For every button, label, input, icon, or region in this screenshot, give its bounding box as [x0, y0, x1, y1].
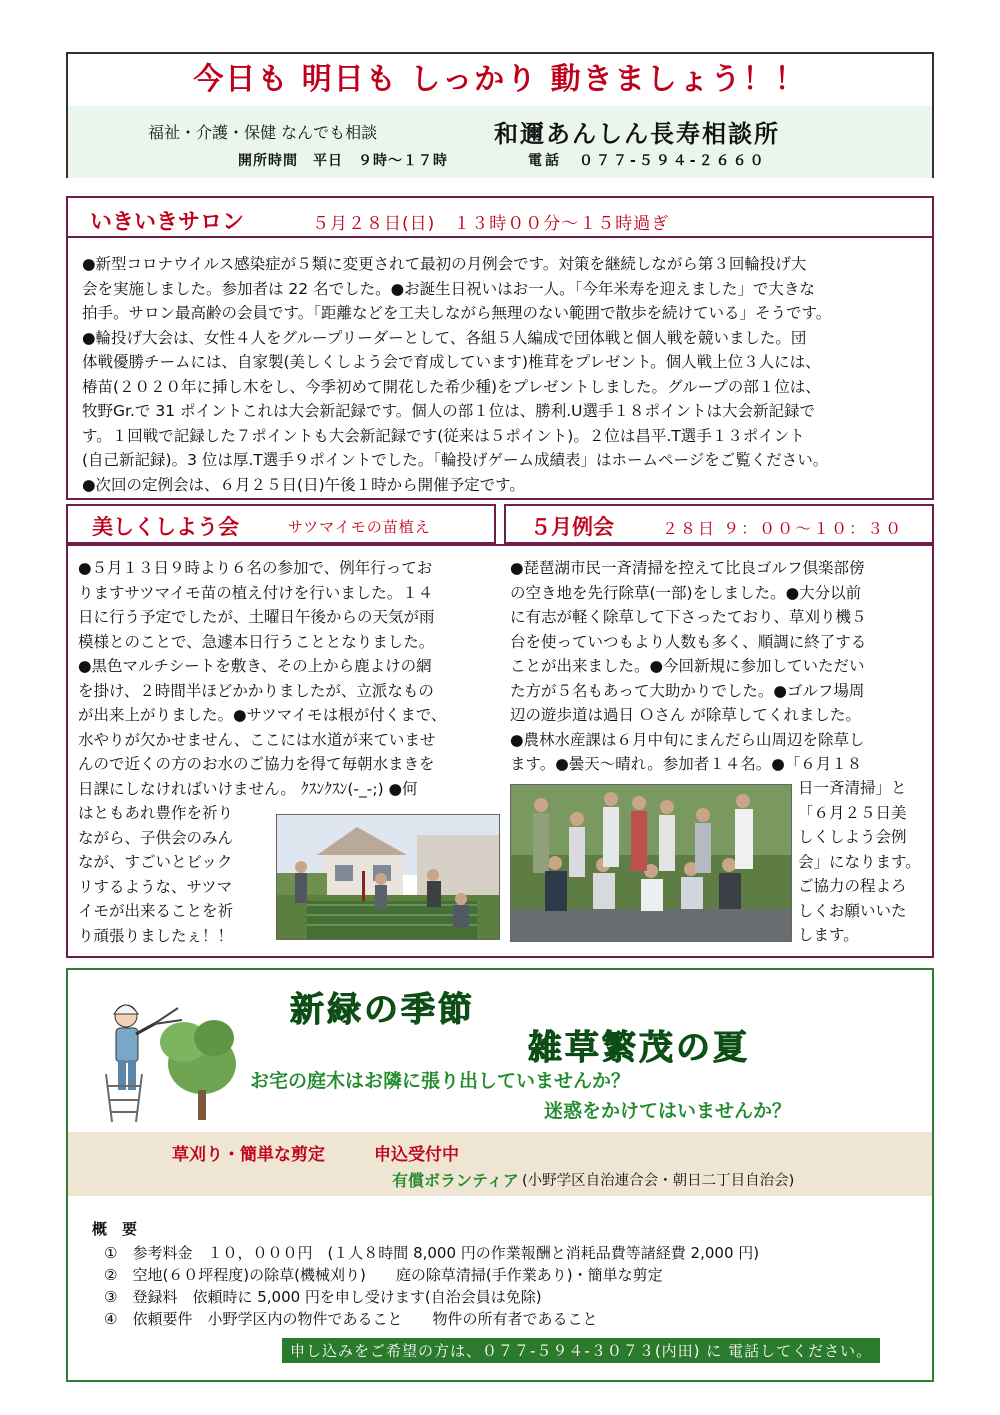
monthly-text-line: ●琵琶湖市民一斉清掃を控えて比良ゴルフ倶楽部傍	[510, 559, 865, 577]
beautify-heading: 美しくしよう会	[92, 515, 239, 539]
ad-volunteer: 有償ボランティア	[392, 1171, 519, 1190]
header-info	[68, 106, 932, 178]
monthly-text-line: 辺の遊歩道は過日 Ｏさん が除草してくれました。	[510, 706, 861, 724]
group-photo	[510, 784, 792, 942]
summary-item: ④ 依頼要件 小野学区内の物件であること 物件の所有者であること	[104, 1310, 598, 1328]
summary-list	[104, 1242, 924, 1330]
salon-text-line: 体戦優勝チームには、自家製(美しくしよう会で育成しています)椎茸をプレゼント。個人戦上位３人には、	[82, 353, 821, 371]
salon-text-line: (自己新記録)。3 位は厚.T選手９ポイントでした。「輪投げゲーム成績表」はホームページをご覧ください。	[82, 451, 829, 469]
monthly-heading: ５月例会	[530, 515, 614, 539]
monthly-wrap-line: します。	[798, 926, 859, 944]
monthly-text	[510, 556, 930, 777]
beautify-heading-box	[66, 504, 496, 544]
beautify-wrap-line: リするような、サツマ	[78, 877, 233, 896]
salon-text-line: す。１回戦で記録した７ポイントも大会新記録です(従来は５ポイント)。２位は昌平.T選手１３ポイント	[82, 426, 805, 445]
salon-text-line: ●輪投げ大会は、女性４人をグループリーダーとして、各組５人編成で団体戦と個人戦を競いました。団	[82, 328, 807, 347]
summary-heading: 概 要	[92, 1220, 138, 1238]
salon-heading: いきいきサロン	[90, 210, 245, 235]
monthly-text-line: に有志が軽く除草して下さったており、草刈り機５	[510, 608, 867, 626]
beautify-text-line: が出来上がりました。●サツマイモは根が付くまで、	[78, 706, 447, 724]
beautify-wrap-text	[78, 801, 268, 948]
beautify-text-line: ●５月１３日９時より６名の参加で、例年行ってお	[78, 559, 433, 577]
salon-date: ５月２８日(日) １３時００分～１５時過ぎ	[312, 214, 670, 234]
beautify-text-line: んので近くの方のお水のご協力を得て毎朝水まきを	[78, 755, 435, 773]
group-photo-image	[511, 785, 792, 942]
beautify-text	[78, 556, 498, 801]
monthly-text-line: ●農林水産課は６月中旬にまんだら山周辺を除草し	[510, 730, 865, 749]
monthly-wrap-line: しくしよう会例	[798, 828, 907, 846]
monthly-date: ２８日 ９：００～１０：３０	[662, 519, 904, 538]
monthly-wrap-line: しくお願いいた	[798, 901, 907, 920]
apply-note: 申し込みをご希望の方は、０７７-５９４-３０７３(内田) に 電話してください。	[282, 1338, 880, 1363]
planting-photo	[276, 814, 500, 940]
monthly-heading-box	[504, 504, 934, 544]
org-name: 和邇あんしん長寿相談所	[494, 120, 780, 148]
gardener-illustration	[92, 994, 242, 1124]
salon-text	[82, 252, 922, 497]
ad-question-2: 迷惑をかけてはいませんか？	[544, 1100, 792, 1122]
salon-heading-box	[66, 196, 934, 238]
salon-text-line: 椿苗(２０２０年に挿し木をし、今季初めて開花した希少種)をプレゼントしました。グループの部１位は、	[82, 377, 821, 396]
monthly-wrap-text	[798, 776, 932, 948]
salon-body-box	[66, 236, 934, 500]
beautify-wrap-line: はともあれ豊作を祈り	[78, 804, 234, 822]
monthly-text-line: ことが出来ました。●今回新規に参加していただい	[510, 657, 865, 675]
monthly-text-line: た方が５名もあって大助かりでした。●ゴルフ場周	[510, 681, 865, 700]
summary-item: ③ 登録料 依頼時に 5,000 円を申し受けます(自治会員は免除)	[104, 1288, 542, 1306]
beautify-wrap-line: イモが出来ることを祈	[78, 902, 234, 920]
monthly-wrap-line: ご協力の程よろ	[798, 877, 907, 895]
planting-photo-image	[277, 815, 500, 940]
salon-text-line: ●新型コロナウイルス感染症が５類に変更されて最初の月例会です。対策を継続しながら第３回輪投げ大	[82, 255, 807, 273]
opening-hours: 開所時間 平日 ９時～１７時	[238, 153, 448, 169]
monthly-text-line: ます。●曇天～晴れ。参加者１４名。●「６月１８	[510, 755, 863, 773]
beautify-wrap-line: ながら、子供会のみん	[78, 828, 234, 847]
phone-number: 電話 ０７７-５９４-２６６０	[528, 153, 767, 169]
summary-item: ① 参考料金 １０，０００円 (１人８時間 8,000 円の作業報酬と消耗品費等諸経費 2,000 円)	[104, 1244, 760, 1262]
beautify-text-line: 模様とのことで、急遽本日行うこととなりました。	[78, 632, 435, 651]
ad-service: 草刈り・簡単な剪定	[172, 1145, 325, 1165]
ad-service-band	[68, 1132, 932, 1196]
ad-accepting: 申込受付中	[374, 1145, 459, 1165]
summary-item: ② 空地(６０坪程度)の除草(機械刈り) 庭の除草清掃(手作業あり)・簡単な剪定	[104, 1266, 663, 1284]
beautify-text-line: ●黒色マルチシートを敷き、その上から鹿よけの網	[78, 657, 432, 675]
salon-text-line: 牧野Gr.で 31 ポイントこれは大会新記録です。個人の部１位は、勝利.U選手１８ポイントは大会新記録で	[82, 402, 816, 420]
ad-question-1: お宅の庭木はお隣に張り出していませんか？	[250, 1070, 631, 1092]
beautify-text-line: 日に行う予定でしたが、土曜日午後からの天気が雨	[78, 608, 435, 626]
monthly-wrap-line: 日一斉清掃」と	[798, 779, 907, 797]
monthly-wrap-line: 会」になります。	[798, 852, 921, 871]
salon-text-line: 会を実施しました。参加者は 22 名でした。●お誕生日祝いはお一人。「今年米寿を迎えました」で大きな	[82, 279, 815, 298]
monthly-wrap-line: 「６月２５日美	[798, 803, 907, 822]
beautify-wrap-line: なが、すごいとビック	[78, 853, 233, 871]
page-title: 今日も 明日も しっかり 動きましょう！！	[68, 54, 932, 108]
monthly-text-line: 台を使っていつもより人数も多く、順調に終了する	[510, 632, 867, 651]
beautify-text-line: 日課にしなければいけません。 ｸｽﾝｸｽﾝ(-_-;) ●何	[78, 779, 418, 798]
beautify-text-line: を掛け、２時間半ほどかかりましたが、立派なもの	[78, 681, 434, 700]
beautify-subheading: サツマイモの苗植え	[288, 518, 431, 536]
salon-text-line: ●次回の定例会は、６月２５日(日)午後１時から開催予定です。	[82, 475, 525, 494]
header-box	[66, 52, 934, 178]
salon-text-line: 拍手。サロン最高齢の会員です。「距離などを工夫しながら無理のない範囲で散歩を続けている」そうです。	[82, 304, 832, 322]
header-tagline: 福祉・介護・保健 なんでも相談	[148, 123, 378, 142]
ad-sponsor: (小野学区自治連合会・朝日二丁目自治会)	[522, 1173, 795, 1189]
monthly-text-line: の空き地を先行除草(一部)をしました。●大分以前	[510, 583, 862, 602]
beautify-wrap-line: り頑張りましたぇ！！	[78, 926, 234, 945]
beautify-text-line: 水やりが欠かせません、ここには水道が来ていませ	[78, 730, 436, 749]
ad-title-1: 新緑の季節	[290, 990, 475, 1030]
ad-title-2: 雑草繁茂の夏	[528, 1028, 750, 1068]
gardener-icon	[92, 994, 242, 1124]
beautify-text-line: りますサツマイモ苗の植え付けを行いました。１４	[78, 583, 434, 602]
